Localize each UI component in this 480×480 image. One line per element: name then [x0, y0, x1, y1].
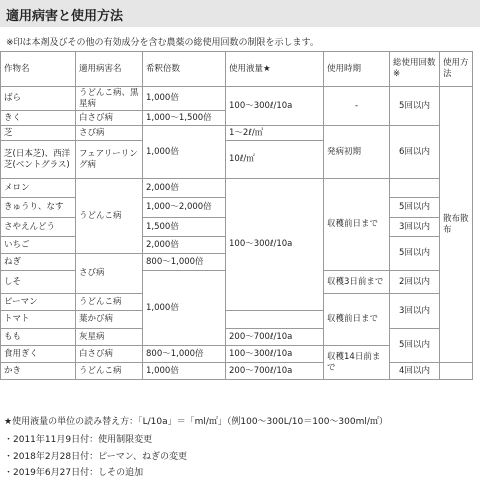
disease-cell: さび病: [76, 126, 143, 141]
count-cell: 5回以内: [390, 198, 440, 218]
header-count: 総使用回数※: [390, 52, 440, 87]
table-row: [1, 179, 473, 198]
footer-history-item: ・2018年2月28日付：ピーマン、ねぎの変更: [4, 452, 188, 462]
disease-cell: うどんこ病: [76, 179, 143, 254]
crop-cell: きく: [1, 111, 76, 126]
usage-table: [0, 51, 473, 380]
timing-cell: 収穫前日まで: [324, 179, 390, 271]
dilution-cell: 1,000倍: [143, 271, 226, 346]
dilution-cell: 1,000倍: [143, 363, 226, 380]
disease-cell: フェアリーリング病: [76, 141, 143, 179]
disease-cell: うどんこ病、黒星病: [76, 87, 143, 111]
amount-cell: 1～2ℓ/㎡: [226, 126, 324, 141]
count-cell: [390, 179, 440, 198]
timing-cell: 収穫14日前まで: [324, 346, 390, 380]
amount-cell: 100～300ℓ/10a: [226, 346, 324, 363]
crop-cell: 芝: [1, 126, 76, 141]
section-title-bar: [0, 0, 480, 27]
disease-cell: 白さび病: [76, 111, 143, 126]
timing-cell: 収穫前日まで: [324, 294, 390, 346]
crop-cell: ピーマン: [1, 294, 76, 311]
crop-cell: しそ: [1, 271, 76, 294]
count-cell: 6回以内: [390, 126, 440, 179]
timing-cell: 発病初期: [324, 126, 390, 179]
amount-cell: 100～300ℓ/10a: [226, 179, 324, 311]
dilution-cell: 800～1,000倍: [143, 346, 226, 363]
method-cell: 散布散布: [440, 87, 473, 363]
crop-cell: 食用ぎく: [1, 346, 76, 363]
timing-cell: -: [324, 87, 390, 126]
dilution-cell: 800～1,000倍: [143, 254, 226, 271]
count-cell: 3回以内: [390, 294, 440, 329]
table-row: [1, 87, 473, 111]
footer-history-item: ・2011年11月9日付：使用制限変更: [4, 435, 153, 445]
count-cell: 4回以内: [390, 363, 440, 380]
header-amount: 使用液量★: [226, 52, 324, 87]
crop-cell: 芝(日本芝)、西洋芝(ベントグラス): [1, 141, 76, 179]
dilution-cell: 2,000倍: [143, 179, 226, 198]
dilution-cell: 1,000～2,000倍: [143, 198, 226, 218]
method-cell-empty: [440, 363, 473, 380]
count-cell: 5回以内: [390, 87, 440, 126]
crop-cell: トマト: [1, 311, 76, 329]
usage-limit-note: ※印は本剤及びその他の有効成分を含む農薬の総使用回数の制限を示します。: [6, 38, 319, 48]
footer-history-item: ・2019年6月27日付：しその追加: [4, 468, 144, 478]
section-title: 適用病害と使用方法: [6, 9, 124, 24]
header-timing: 使用時期: [324, 52, 390, 87]
amount-cell: 10ℓ/㎡: [226, 141, 324, 179]
amount-cell: 100～300ℓ/10a: [226, 87, 324, 126]
crop-cell: もも: [1, 329, 76, 346]
disease-cell: 灰星病: [76, 329, 143, 346]
table-row: [1, 126, 473, 141]
crop-cell: かき: [1, 363, 76, 380]
amount-cell: 200～700ℓ/10a: [226, 329, 324, 346]
disease-cell: 葉かび病: [76, 311, 143, 329]
disease-cell: 白さび病: [76, 346, 143, 363]
count-cell: 2回以内: [390, 271, 440, 294]
count-cell: 5回以内: [390, 237, 440, 271]
count-cell: 5回以内: [390, 329, 440, 363]
header-method: 使用方法: [440, 52, 473, 87]
crop-cell: さやえんどう: [1, 218, 76, 237]
dilution-cell: 1,000倍: [143, 126, 226, 179]
crop-cell: メロン: [1, 179, 76, 198]
crop-cell: いちご: [1, 237, 76, 254]
table-header-row: [1, 52, 473, 87]
header-disease: 適用病害名: [76, 52, 143, 87]
crop-cell: ねぎ: [1, 254, 76, 271]
table-row: [1, 363, 473, 380]
dilution-cell: 1,000倍: [143, 87, 226, 111]
amount-cell: 200～700ℓ/10a: [226, 363, 324, 380]
header-dilution: 希釈倍数: [143, 52, 226, 87]
disease-cell: うどんこ病: [76, 363, 143, 380]
footer-unit-note: ★使用液量の単位の読み替え方：「L/10a」＝「ml/㎡」（例100～300L/10＝100～300ml/㎡）: [4, 417, 388, 427]
disease-cell: うどんこ病: [76, 294, 143, 311]
count-cell: 3回以内: [390, 218, 440, 237]
dilution-cell: 2,000倍: [143, 237, 226, 254]
header-crop: 作物名: [1, 52, 76, 87]
dilution-cell: 1,500倍: [143, 218, 226, 237]
crop-cell: ばら: [1, 87, 76, 111]
dilution-cell: 1,000～1,500倍: [143, 111, 226, 126]
table-row: [1, 329, 473, 346]
crop-cell: きゅうり、なす: [1, 198, 76, 218]
disease-cell: さび病: [76, 254, 143, 294]
timing-cell: 収穫3日前まで: [324, 271, 390, 294]
